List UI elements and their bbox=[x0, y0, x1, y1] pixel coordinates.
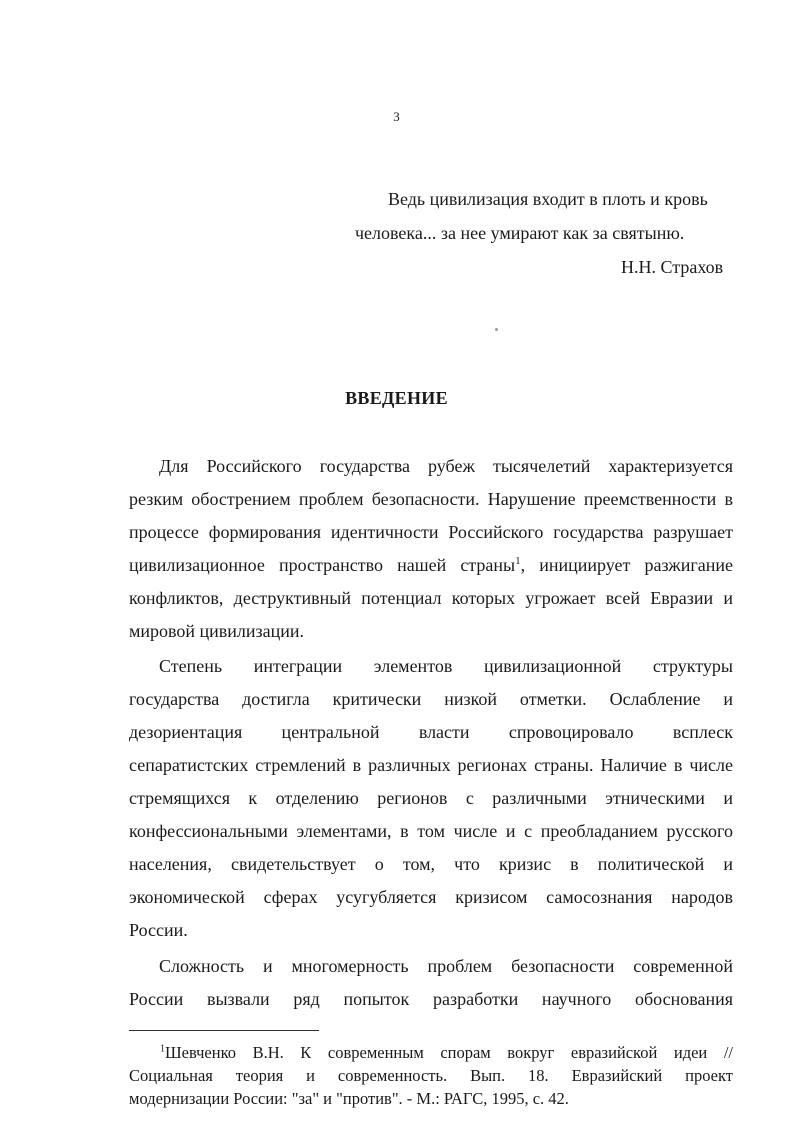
page-number: 3 bbox=[393, 109, 400, 124]
footnote-separator bbox=[129, 1030, 319, 1031]
paragraph-line: Сложность и многомерность проблем безопасности современной bbox=[159, 956, 733, 976]
footnote-marker: 1 bbox=[160, 1043, 165, 1055]
paragraph-line: государства достигла критически низкой отметки. Ослабление и bbox=[129, 689, 733, 709]
paragraph-line: России. bbox=[129, 920, 188, 940]
paragraph-line-text: цивилизационное пространство нашей страны bbox=[129, 555, 516, 575]
epigraph-line-2: человека... за нее умирают как за святыню. bbox=[355, 223, 685, 243]
section-heading: ВВЕДЕНИЕ bbox=[345, 388, 448, 408]
epigraph-author: Н.Н. Страхов bbox=[621, 257, 724, 277]
paragraph-line: дезориентация центральной власти спровоцировало всплеск bbox=[129, 722, 733, 742]
footnote-line bbox=[160, 1043, 733, 1063]
paragraph-line: резким обострением проблем безопасности. Нарушение преемственности в bbox=[129, 489, 733, 509]
paragraph-line: сепаратистских стремлений в различных регионах страны. Наличие в числе bbox=[129, 755, 733, 775]
scan-speck bbox=[495, 328, 498, 331]
paragraph-line: Степень интеграции элементов цивилизационной структуры bbox=[159, 656, 733, 676]
paragraph-line: Для Российского государства рубеж тысячелетий характеризуется bbox=[159, 456, 733, 476]
epigraph-line-1: Ведь цивилизация входит в плоть и кровь bbox=[388, 189, 708, 209]
paragraph-line-text: , инициирует разжигание bbox=[520, 555, 733, 575]
paragraph-line: России вызвали ряд попыток разработки научного обоснования bbox=[129, 989, 733, 1009]
footnote-line: Социальная теория и современность. Вып. 18. Евразийский проект bbox=[129, 1066, 733, 1085]
paragraph-line: населения, свидетельствует о том, что кризис в политической и bbox=[129, 854, 733, 874]
paragraph-line bbox=[129, 554, 733, 576]
footnote-line: модернизации России: "за" и "против". - М.: РАГС, 1995, с. 42. bbox=[129, 1089, 569, 1108]
paragraph-line: экономической сферах усугубляется кризисом самосознания народов bbox=[129, 887, 733, 907]
footnote-text: Шевченко В.Н. К современным спорам вокруг евразийской идеи // bbox=[165, 1043, 733, 1062]
paragraph-line: мировой цивилизации. bbox=[129, 621, 305, 641]
paragraph-line: конфессиональными элементами, в том числе и с преобладанием русского bbox=[129, 821, 733, 841]
paragraph-line: конфликтов, деструктивный потенциал которых угрожает всей Евразии и bbox=[129, 588, 733, 608]
paragraph-line: стремящихся к отделению регионов с различными этническими и bbox=[129, 788, 733, 808]
footnote-reference: 1 bbox=[515, 555, 521, 567]
paragraph-line: процессе формирования идентичности Российского государства разрушает bbox=[129, 522, 733, 542]
